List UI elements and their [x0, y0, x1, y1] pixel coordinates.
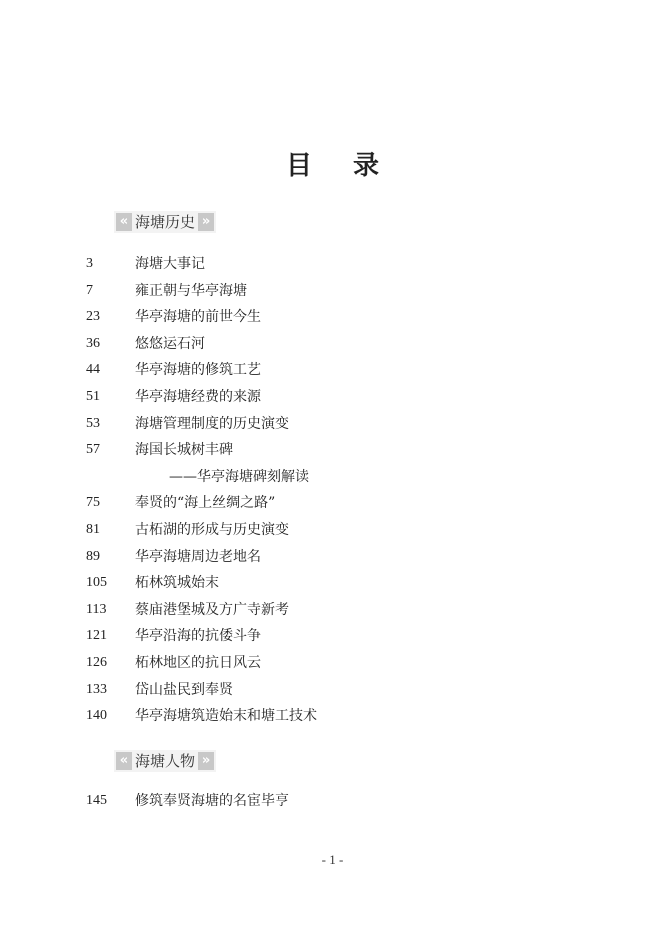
- toc-entry[interactable]: [0, 788, 665, 815]
- toc-entry[interactable]: [0, 570, 665, 597]
- toc-entry[interactable]: [0, 650, 665, 677]
- toc-entry-title: 华亭海塘筑造始末和塘工技术: [135, 708, 317, 725]
- section-header-history: [114, 211, 216, 233]
- toc-list-people: [0, 788, 665, 815]
- toc-entry-title: 修筑奉贤海塘的名宦毕亨: [135, 793, 289, 809]
- toc-entry-title: 雍正朝与华亭海塘: [135, 282, 247, 299]
- toc-page-number: 89: [86, 548, 100, 564]
- toc-entry-title: 华亭海塘周边老地名: [135, 548, 261, 565]
- toc-entry-title: 柘林地区的抗日风云: [135, 654, 261, 671]
- toc-page-number: 113: [86, 601, 107, 617]
- toc-entry[interactable]: [0, 384, 665, 411]
- page-title: 目 录: [285, 151, 396, 181]
- toc-entry[interactable]: [0, 278, 665, 305]
- ornament-left-icon: «: [116, 752, 132, 770]
- footer-page-number: - 1 -: [321, 852, 344, 867]
- ornament-left-icon: «: [116, 213, 132, 231]
- toc-page-number: 121: [86, 628, 107, 644]
- toc-entry[interactable]: [0, 490, 665, 517]
- toc-entry-title: 柘林筑城始末: [135, 575, 219, 592]
- toc-entry[interactable]: [0, 517, 665, 544]
- toc-entry-title: 蔡庙港堡城及方广寺新考: [135, 601, 289, 618]
- toc-entry[interactable]: [0, 251, 665, 278]
- toc-entry-title: 华亭海塘经费的来源: [135, 388, 261, 405]
- toc-entry-title: 华亭海塘的前世今生: [135, 309, 261, 326]
- toc-page-number: 145: [86, 793, 107, 808]
- toc-entry-title: 海塘管理制度的历史演变: [135, 415, 289, 432]
- toc-entry[interactable]: [0, 597, 665, 624]
- ornament-right-icon: »: [198, 752, 214, 770]
- toc-entry[interactable]: [0, 544, 665, 571]
- toc-entry-title: 岱山盐民到奉贤: [135, 681, 233, 698]
- toc-page-number: 57: [86, 442, 100, 458]
- toc-entry-title: 海国长城树丰碑: [135, 442, 233, 459]
- toc-page-number: 7: [86, 282, 93, 298]
- toc-entry-title: 华亭沿海的抗倭斗争: [135, 628, 261, 645]
- toc-page-number: 140: [86, 708, 107, 724]
- section-label: 海塘人物: [135, 752, 196, 770]
- section-header-people: [114, 750, 216, 772]
- toc-page-number: 81: [86, 521, 100, 537]
- toc-entry[interactable]: [0, 677, 665, 704]
- toc-page-number: 44: [86, 362, 100, 378]
- toc-entry[interactable]: [0, 331, 665, 358]
- ornament-right-icon: »: [198, 213, 214, 231]
- toc-page-number: 3: [86, 256, 93, 271]
- toc-page-number: 51: [86, 388, 100, 404]
- toc-entry-title: 奉贤的“海上丝绸之路”: [135, 495, 276, 512]
- toc-entry-title: ——华亭海塘碑刻解读: [169, 468, 309, 485]
- toc-entry-title: 海塘大事记: [135, 256, 205, 272]
- toc-entry[interactable]: [0, 623, 665, 650]
- toc-entry[interactable]: [0, 357, 665, 384]
- toc-page-number: 36: [86, 335, 100, 351]
- toc-page-number: 133: [86, 681, 107, 697]
- toc-entry-title: 华亭海塘的修筑工艺: [135, 362, 261, 379]
- toc-page-number: 75: [86, 495, 100, 511]
- toc-page-number: 53: [86, 415, 100, 431]
- toc-page-number: 126: [86, 654, 107, 670]
- toc-page-number: 23: [86, 309, 100, 325]
- toc-list-history: [0, 251, 665, 730]
- toc-entry[interactable]: [0, 411, 665, 438]
- toc-entry[interactable]: [0, 703, 665, 730]
- toc-entry[interactable]: [0, 437, 665, 464]
- toc-page-number: 105: [86, 575, 107, 591]
- toc-entry[interactable]: [0, 304, 665, 331]
- toc-entry-subtitle[interactable]: [0, 464, 665, 491]
- section-label: 海塘历史: [135, 213, 196, 231]
- toc-entry-title: 古柘湖的形成与历史演变: [135, 521, 289, 538]
- toc-entry-title: 悠悠运石河: [135, 335, 205, 352]
